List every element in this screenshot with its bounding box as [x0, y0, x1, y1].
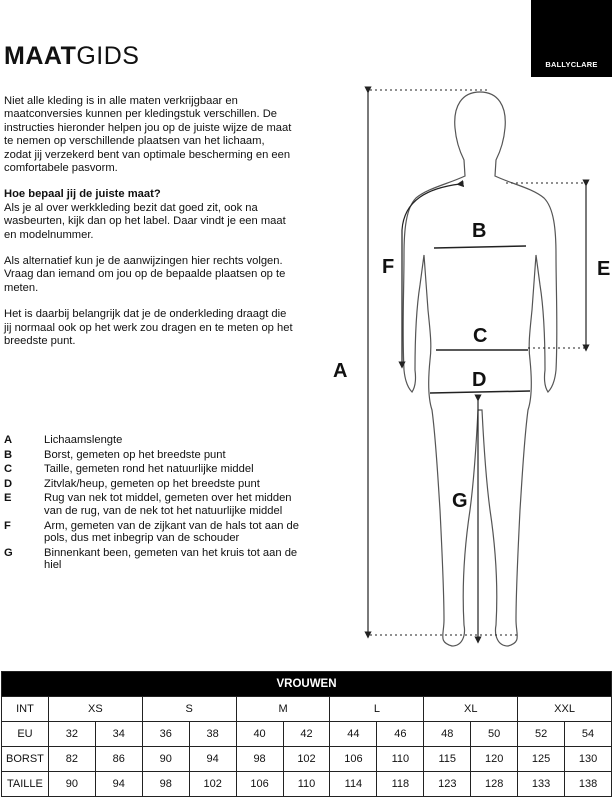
size-cell: L: [330, 697, 424, 722]
table-cell: 50: [471, 722, 518, 747]
table-row: [2, 747, 612, 772]
table-cell: 34: [95, 722, 142, 747]
legend-item: [4, 520, 299, 545]
legend-key: G: [4, 546, 13, 559]
label-f: F: [382, 256, 395, 278]
table-cell: 32: [48, 722, 95, 747]
table-cell: 125: [518, 747, 565, 772]
intro-paragraph-4: Het is daarbij belangrijk dat je de onderkleding draagt die jij normaal ook op het werk zou dragen en te meten op het breedste punt.: [4, 308, 293, 348]
body-outline-svg: [320, 80, 612, 660]
legend-text: Borst, gemeten op het breedste punt: [44, 448, 226, 461]
intro-paragraph-3: Als alternatief kun je de aanwijzingen hier rechts volgen. Vraag dan iemand om jou op de bepaalde plaatsen op te meten.: [4, 255, 286, 294]
table-cell: 94: [95, 772, 142, 797]
table-cell: 94: [189, 747, 236, 772]
legend-item: [4, 547, 299, 572]
table-cell: 110: [283, 772, 330, 797]
table-cell: 133: [518, 772, 565, 797]
table-heading: VROUWEN: [2, 672, 612, 697]
size-cell: XXL: [518, 697, 612, 722]
table-cell: 40: [236, 722, 283, 747]
table-cell: 130: [565, 747, 612, 772]
legend-item: [4, 478, 299, 491]
label-g: G: [452, 490, 468, 512]
brand-name: BALLYCLARE: [545, 60, 598, 69]
row-label: BORST: [2, 747, 49, 772]
size-table: [1, 671, 612, 797]
table-cell: 38: [189, 722, 236, 747]
page-title: [4, 42, 139, 71]
table-cell: 44: [330, 722, 377, 747]
table-cell: 115: [424, 747, 471, 772]
row-label: TAILLE: [2, 772, 49, 797]
table-cell: 52: [518, 722, 565, 747]
legend-text: Arm, gemeten van de zijkant van de hals tot aan de pols, dus met inbegrip van de schouder: [44, 519, 299, 545]
table-cell: 123: [424, 772, 471, 797]
legend-text: Rug van nek tot middel, gemeten over het midden van de rug, van de nek tot het natuurlijke middel: [44, 492, 292, 517]
table-cell: 48: [424, 722, 471, 747]
intro-paragraph-2: Als je al over werkkleding bezit dat goed zit, ook na wasbeurten, kijk dan op het label. Daar vindt je een maat en modelnummer.: [4, 201, 286, 241]
title-bold: MAAT: [4, 42, 77, 70]
label-d: D: [472, 369, 487, 391]
table-cell: 110: [377, 747, 424, 772]
legend-text: Taille, gemeten rond het natuurlijke middel: [44, 463, 254, 476]
legend-key: C: [4, 463, 13, 476]
table-cell: 42: [283, 722, 330, 747]
table-cell: 106: [236, 772, 283, 797]
legend-key: A: [4, 434, 13, 446]
table-cell: 90: [142, 747, 189, 772]
table-cell: 128: [471, 772, 518, 797]
label-a: A: [333, 360, 348, 382]
table-cell: 86: [95, 747, 142, 772]
legend-key: F: [4, 519, 11, 532]
arm-measure-line: [402, 184, 460, 365]
legend-item: [4, 449, 299, 462]
size-cell: XL: [424, 697, 518, 722]
label-b: B: [472, 220, 487, 242]
table-cell: 138: [565, 772, 612, 797]
size-cell: M: [236, 697, 330, 722]
body-measurement-figure: [320, 80, 612, 660]
table-cell: 106: [330, 747, 377, 772]
table-cell: 82: [48, 747, 95, 772]
table-cell: 54: [565, 722, 612, 747]
legend-item: [4, 463, 299, 476]
table-cell: 102: [283, 747, 330, 772]
legend-item: [4, 492, 299, 517]
legend-text: Lichaamslengte: [44, 434, 123, 446]
legend-key: D: [4, 477, 13, 490]
label-e: E: [597, 258, 611, 280]
table-cell: 46: [377, 722, 424, 747]
row-label: INT: [2, 697, 49, 722]
intro-paragraph-1: Niet alle kleding is in alle maten verkrijgbaar en maatconversies kunnen per kledingstuk verschillen. De instructies hieronder helpen jou op de juiste wijze de maat te nemen op verschillende plaatsen van het lichaam, zodat jij verzekerd bent van optimale bescherming en een comfortabele pasvorm.: [4, 95, 292, 175]
table-row: [2, 772, 612, 797]
table-cell: 98: [236, 747, 283, 772]
table-cell: 102: [189, 772, 236, 797]
legend-key: B: [4, 448, 13, 461]
table-cell: 118: [377, 772, 424, 797]
chest-measure-line: [434, 246, 526, 248]
table-row: [2, 697, 612, 722]
intro-heading: Hoe bepaal jij de juiste maat?: [4, 188, 161, 201]
size-cell: S: [142, 697, 236, 722]
brand-logo: [531, 0, 612, 77]
intro-text: [4, 95, 294, 362]
measurement-legend: [4, 434, 299, 574]
table-cell: 114: [330, 772, 377, 797]
legend-key: E: [4, 492, 12, 505]
table-cell: 36: [142, 722, 189, 747]
table-cell: 90: [48, 772, 95, 797]
title-light: GIDS: [76, 42, 140, 70]
table-cell: 98: [142, 772, 189, 797]
label-c: C: [473, 325, 488, 347]
legend-text: Zitvlak/heup, gemeten op het breedste punt: [44, 477, 260, 490]
legend-item: [4, 434, 299, 447]
size-cell: XS: [48, 697, 142, 722]
legend-text: Binnenkant been, gemeten van het kruis tot aan de hiel: [44, 546, 298, 572]
table-cell: 120: [471, 747, 518, 772]
table-row: [2, 722, 612, 747]
row-label: EU: [2, 722, 49, 747]
